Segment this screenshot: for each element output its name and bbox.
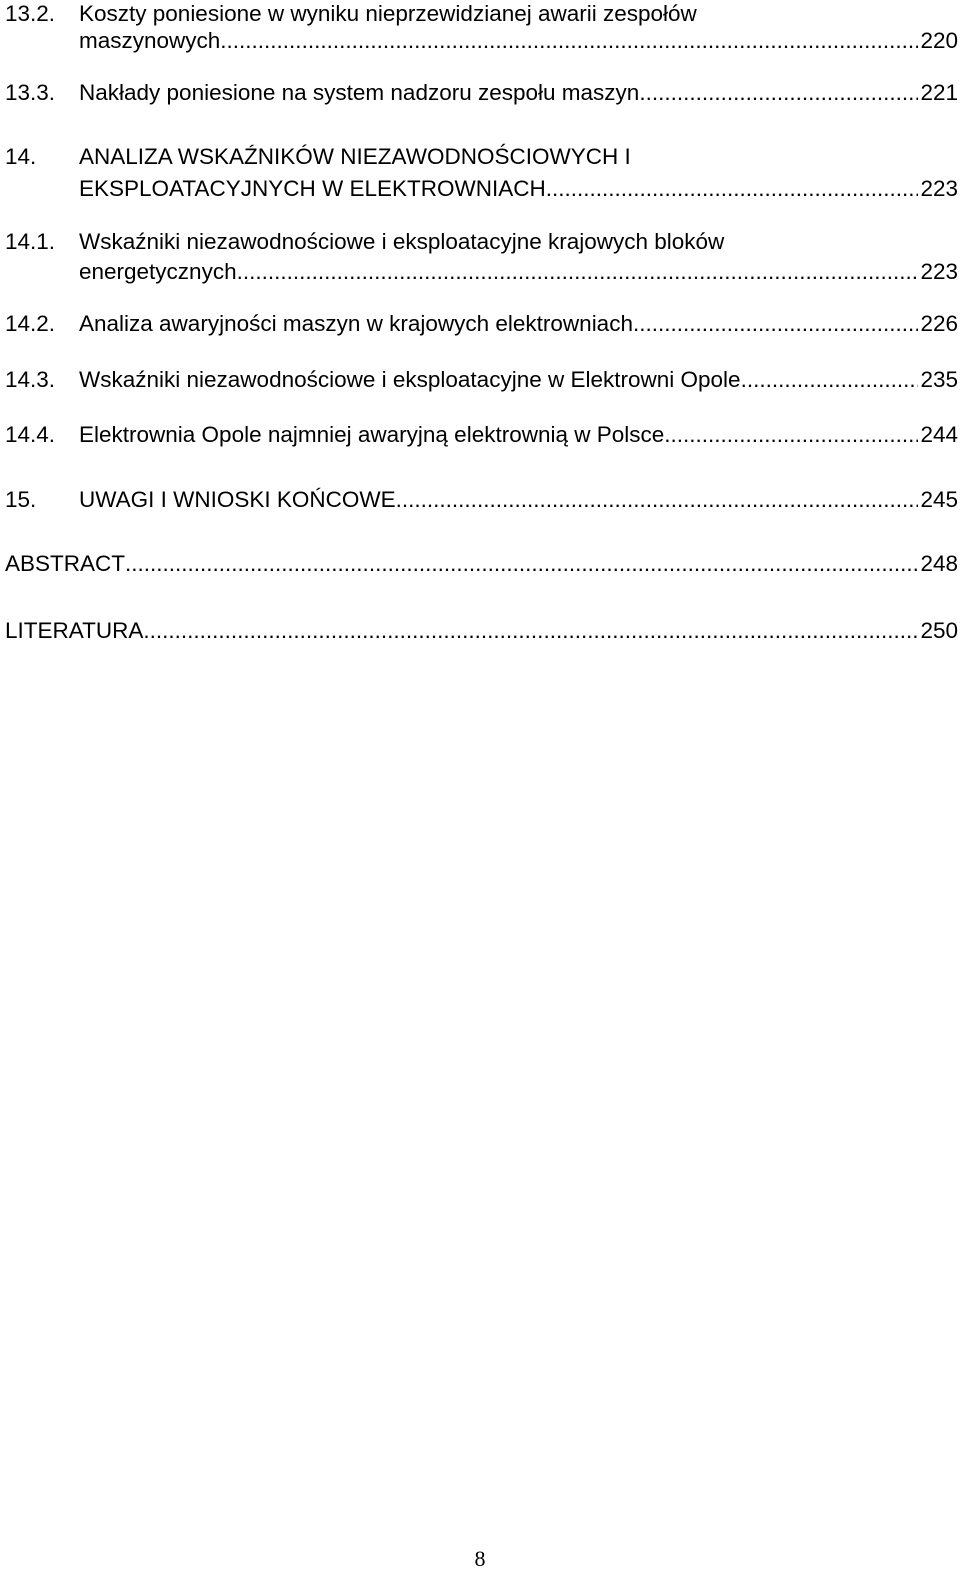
toc-entry-title: Wskaźniki niezawodnościowe i eksploatacyjne krajowych bloków [79, 229, 725, 254]
toc-entry-number: 15. [5, 487, 37, 512]
toc-entry-title-continued: EKSPLOATACYJNYCH W ELEKTROWNIACH [79, 176, 546, 201]
toc-entry-number: 14.2. [5, 311, 56, 336]
toc-entry-number: 14. [5, 144, 37, 169]
toc-entry-number: 14.4. [5, 422, 56, 447]
toc-entry-number: 14.3. [5, 367, 56, 392]
toc-entry-title: ANALIZA WSKAŹNIKÓW NIEZAWODNOŚCIOWYCH I [79, 144, 631, 169]
toc-entry-page: 226 [920, 311, 958, 336]
toc-entry-title: ABSTRACT [5, 551, 126, 576]
dot-leader [143, 617, 918, 645]
dot-leader [220, 27, 918, 55]
toc-entry-page: 250 [920, 618, 958, 643]
dot-leader [237, 258, 919, 286]
toc-entry-title-continued: maszynowych [79, 28, 221, 53]
toc-entry-title: Analiza awaryjności maszyn w krajowych elektrowniach [79, 311, 633, 336]
toc-entry-number: 13.3. [5, 80, 56, 105]
toc-entry-title: Nakłady poniesione na system nadzoru zespołu maszyn [79, 80, 640, 105]
toc-entry-page: 235 [920, 367, 958, 392]
toc-entry-title: Elektrownia Opole najmniej awaryjną elektrownią w Polsce [79, 422, 665, 447]
page-number: 8 [474, 1546, 486, 1571]
dot-leader [639, 79, 918, 107]
toc-entry-page: 245 [920, 487, 958, 512]
dot-leader [546, 175, 919, 203]
toc-entry-title: Wskaźniki niezawodnościowe i eksploatacyjne w Elektrowni Opole [79, 367, 741, 392]
dot-leader [125, 550, 918, 578]
toc-entry-number: 13.2. [5, 1, 56, 26]
toc-entry-title-continued: energetycznych [79, 259, 237, 284]
toc-entry-page: 223 [920, 259, 958, 284]
toc-entry-page: 223 [920, 176, 958, 201]
toc-entry-title: UWAGI I WNIOSKI KOŃCOWE [79, 487, 396, 512]
toc-entry-page: 248 [920, 551, 958, 576]
dot-leader [633, 310, 918, 338]
toc-entry-title: Koszty poniesione w wyniku nieprzewidzianej awarii zespołów [79, 1, 697, 26]
dot-leader [664, 421, 918, 449]
dot-leader [741, 366, 919, 394]
toc-entry-page: 220 [920, 28, 958, 53]
toc-entry-page: 221 [920, 80, 958, 105]
toc-entry-page: 244 [920, 422, 958, 447]
toc-entry-number: 14.1. [5, 229, 56, 254]
toc-entry-title: LITERATURA [5, 618, 144, 643]
dot-leader [396, 486, 919, 514]
